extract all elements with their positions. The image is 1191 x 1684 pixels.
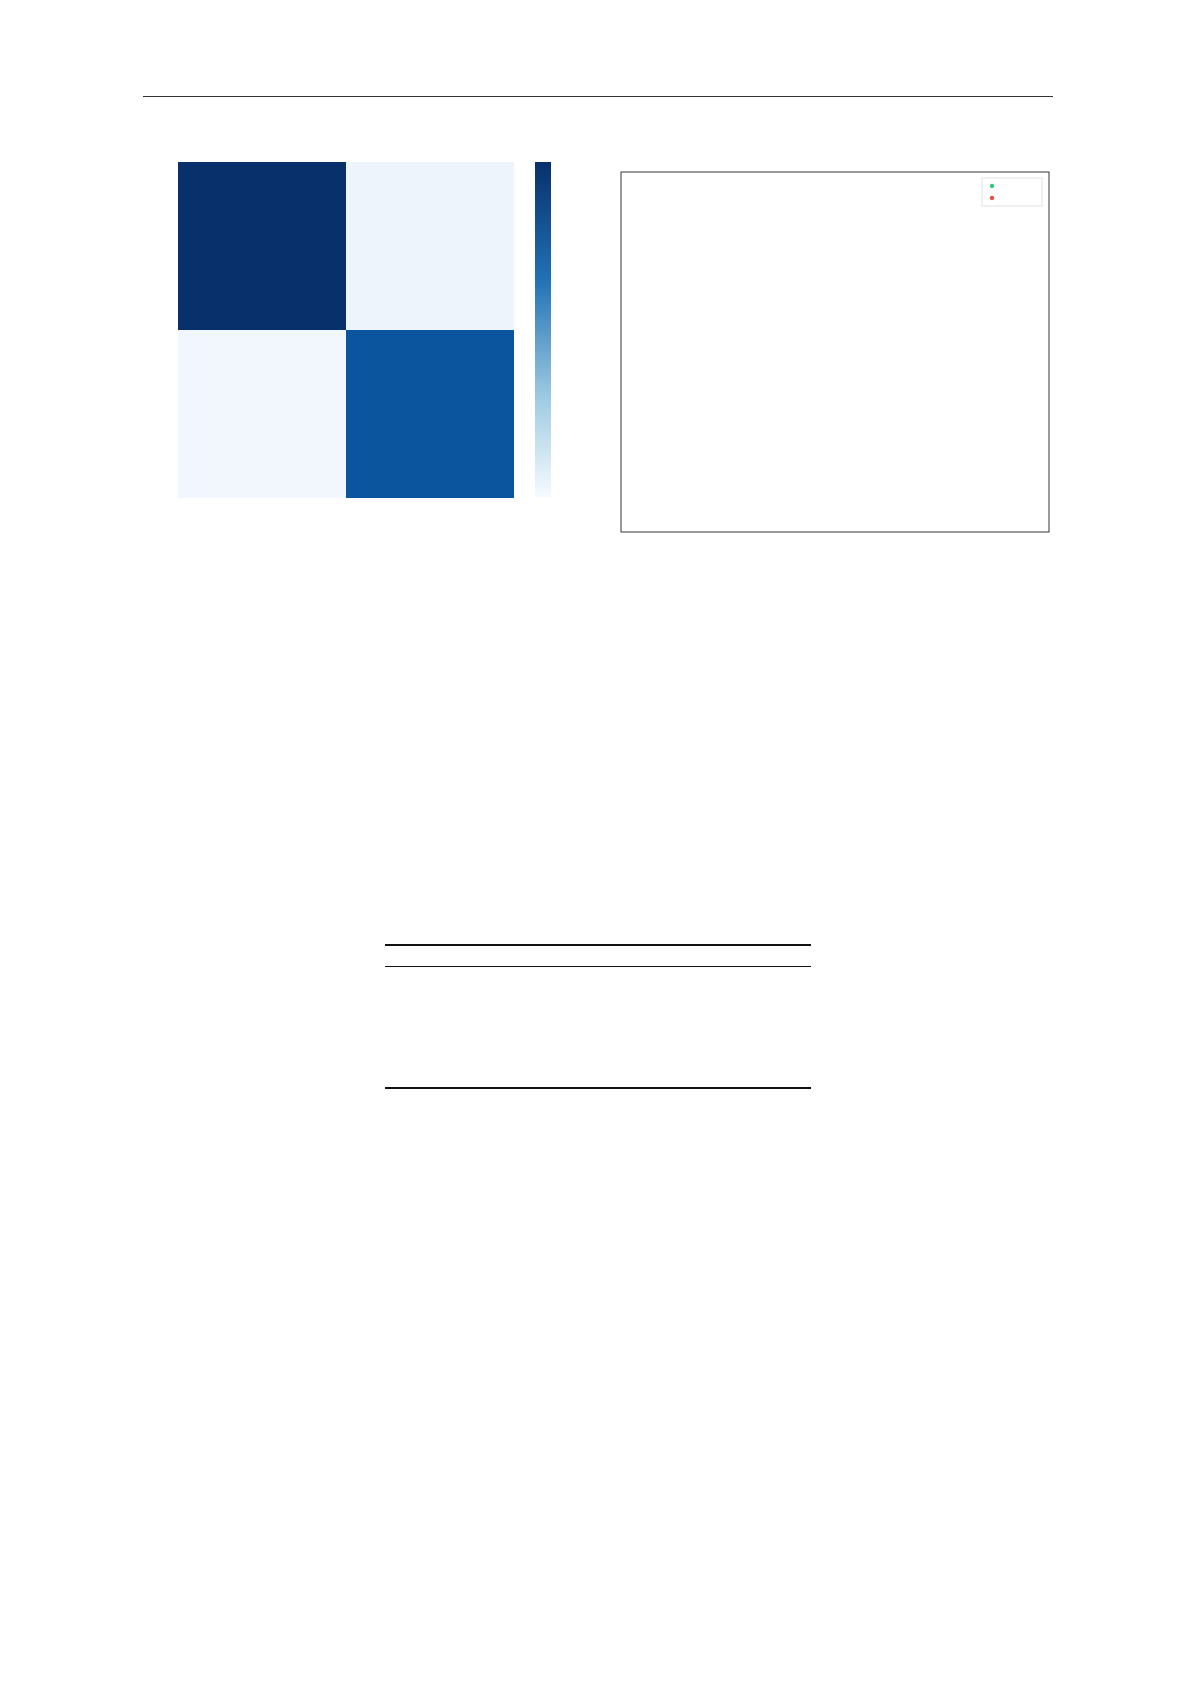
cm-cell-0-0 [178, 162, 346, 330]
confusion-matrix-chart [140, 138, 600, 538]
tsne-legend-marker-benign [990, 184, 994, 188]
cm-cell-0-1 [346, 162, 514, 330]
header-rule [143, 96, 1053, 97]
table-row [385, 967, 811, 1011]
cm-colorbar [535, 162, 551, 498]
table-cell [492, 1011, 599, 1048]
tsne-legend-box [982, 178, 1042, 206]
table-cell [385, 1011, 492, 1048]
table-cell [598, 1011, 705, 1048]
tsne-plot-frame [621, 172, 1049, 532]
table-header [598, 945, 705, 967]
table-cell [598, 1048, 705, 1088]
table-row [385, 1011, 811, 1048]
table-header [705, 945, 812, 967]
table-cell [598, 967, 705, 1011]
tsne-legend-marker-malicious [990, 196, 994, 200]
table-cell [492, 967, 599, 1011]
table-cell [385, 967, 492, 1011]
table-row [385, 1048, 811, 1088]
table-header [385, 945, 492, 967]
cm-cell-1-1 [346, 330, 514, 498]
table-cell [705, 1048, 812, 1088]
table-cell [492, 1048, 599, 1088]
ablation-table [385, 944, 811, 1089]
cm-cell-1-0 [178, 330, 346, 498]
table-cell [705, 1011, 812, 1048]
ablation-bar-charts [205, 1178, 985, 1438]
table-cell [385, 1048, 492, 1088]
table-cell [705, 967, 812, 1011]
table-header [492, 945, 599, 967]
tsne-scatter-chart [620, 152, 1052, 534]
